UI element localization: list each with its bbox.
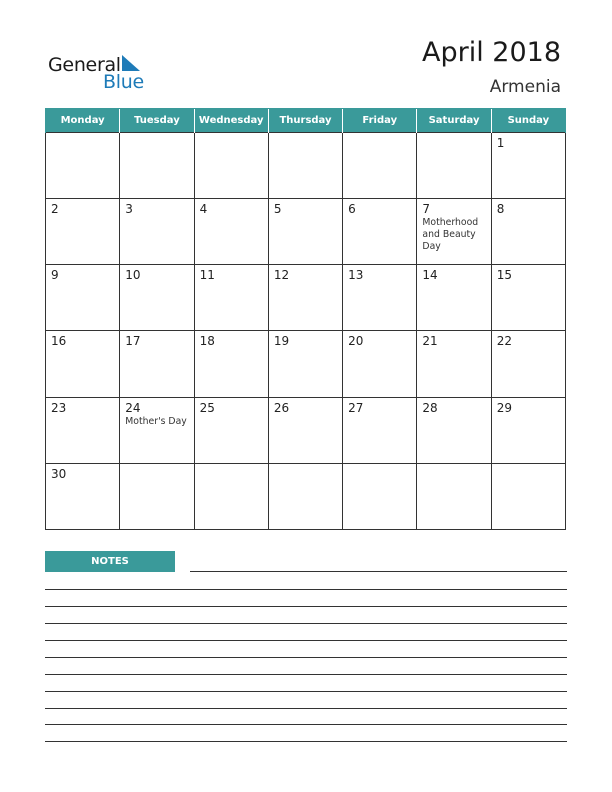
weekday-header: Tuesday xyxy=(120,109,194,133)
week-row xyxy=(46,463,566,529)
day-number: 25 xyxy=(199,400,215,415)
day-cell[interactable] xyxy=(491,199,565,265)
day-number: 27 xyxy=(348,400,364,415)
day-cell[interactable] xyxy=(120,133,194,199)
holiday-label: Motherhood and Beauty Day xyxy=(422,217,479,253)
day-cell[interactable] xyxy=(194,199,268,265)
day-number: 10 xyxy=(125,268,141,283)
week-row xyxy=(46,397,566,463)
day-cell[interactable] xyxy=(417,331,491,397)
day-cell[interactable] xyxy=(46,199,120,265)
note-line[interactable] xyxy=(45,708,567,709)
day-number: 12 xyxy=(273,268,290,283)
weekday-header: Sunday xyxy=(491,109,565,133)
weekday-header: Friday xyxy=(343,109,417,133)
day-number: 1 xyxy=(496,136,505,150)
day-number: 28 xyxy=(422,400,438,415)
day-number: 2 xyxy=(51,202,59,217)
day-number: 29 xyxy=(496,400,512,415)
day-cell[interactable] xyxy=(268,133,342,199)
day-number: 20 xyxy=(348,334,364,349)
weekday-header: Thursday xyxy=(268,109,342,133)
day-cell[interactable] xyxy=(46,133,120,199)
day-number: 15 xyxy=(496,268,512,283)
day-cell[interactable] xyxy=(120,463,194,529)
day-number: 17 xyxy=(125,334,141,349)
note-line[interactable] xyxy=(45,741,567,742)
day-cell[interactable] xyxy=(194,331,268,397)
day-cell[interactable] xyxy=(343,397,417,463)
page-title: April 2018 xyxy=(421,37,561,68)
day-cell[interactable] xyxy=(120,265,194,331)
day-number: 18 xyxy=(199,334,215,349)
note-line[interactable] xyxy=(45,640,567,641)
day-cell[interactable] xyxy=(268,199,342,265)
country-label: Armenia xyxy=(489,77,561,97)
day-cell[interactable] xyxy=(343,265,417,331)
weekday-header: Monday xyxy=(46,109,120,133)
logo xyxy=(48,52,148,92)
day-number: 6 xyxy=(348,202,356,217)
day-cell[interactable] xyxy=(491,133,565,199)
day-number: 22 xyxy=(496,334,512,349)
day-number: 16 xyxy=(51,334,67,349)
logo-word-blue: Blue xyxy=(103,71,144,93)
day-cell[interactable] xyxy=(46,331,120,397)
day-cell[interactable] xyxy=(268,331,342,397)
day-cell[interactable] xyxy=(268,265,342,331)
day-cell[interactable] xyxy=(268,397,342,463)
note-line[interactable] xyxy=(45,606,567,607)
weekday-header-row xyxy=(46,109,566,133)
notes-label: NOTES xyxy=(45,551,175,572)
day-cell[interactable] xyxy=(46,463,120,529)
day-cell[interactable] xyxy=(120,397,194,463)
day-cell[interactable] xyxy=(194,463,268,529)
day-cell[interactable] xyxy=(491,265,565,331)
note-line[interactable] xyxy=(45,589,567,590)
week-row xyxy=(46,265,566,331)
day-cell[interactable] xyxy=(194,265,268,331)
day-number: 9 xyxy=(51,268,59,283)
day-cell[interactable] xyxy=(46,397,120,463)
day-cell[interactable] xyxy=(194,397,268,463)
day-cell[interactable] xyxy=(268,463,342,529)
day-number: 21 xyxy=(422,334,438,349)
day-cell[interactable] xyxy=(417,199,491,265)
day-number: 24 xyxy=(125,400,141,415)
day-cell[interactable] xyxy=(417,133,491,199)
day-cell[interactable] xyxy=(120,331,194,397)
day-cell[interactable] xyxy=(417,397,491,463)
day-number: 11 xyxy=(199,268,215,283)
weekday-header: Saturday xyxy=(417,109,491,133)
holiday-label: Mother's Day xyxy=(125,415,187,427)
note-line[interactable] xyxy=(45,623,567,624)
day-number: 7 xyxy=(422,202,431,217)
day-cell[interactable] xyxy=(491,331,565,397)
week-row xyxy=(46,199,566,265)
calendar-grid xyxy=(45,108,566,530)
day-number: 4 xyxy=(199,202,208,217)
day-number: 23 xyxy=(51,400,67,415)
day-number: 13 xyxy=(348,268,364,283)
note-line[interactable] xyxy=(45,674,567,675)
note-line[interactable] xyxy=(45,657,567,658)
day-number: 19 xyxy=(273,334,290,349)
day-cell[interactable] xyxy=(120,199,194,265)
week-row xyxy=(46,133,566,199)
weekday-header: Wednesday xyxy=(194,109,268,133)
day-cell[interactable] xyxy=(417,265,491,331)
day-number: 30 xyxy=(51,466,67,481)
day-number: 5 xyxy=(273,202,282,217)
day-number: 26 xyxy=(273,400,290,415)
week-row xyxy=(46,331,566,397)
note-line[interactable] xyxy=(190,571,567,572)
day-cell[interactable] xyxy=(343,133,417,199)
day-number: 14 xyxy=(422,268,438,283)
day-cell[interactable] xyxy=(343,331,417,397)
day-cell[interactable] xyxy=(194,133,268,199)
day-number: 8 xyxy=(496,202,505,217)
day-cell[interactable] xyxy=(491,463,565,529)
day-cell[interactable] xyxy=(491,397,565,463)
day-cell[interactable] xyxy=(343,463,417,529)
day-cell[interactable] xyxy=(343,199,417,265)
logo-word-general: General xyxy=(48,54,121,76)
note-line[interactable] xyxy=(45,724,567,725)
note-line[interactable] xyxy=(45,691,567,692)
day-cell[interactable] xyxy=(417,463,491,529)
day-number: 3 xyxy=(125,202,133,217)
day-cell[interactable] xyxy=(46,265,120,331)
